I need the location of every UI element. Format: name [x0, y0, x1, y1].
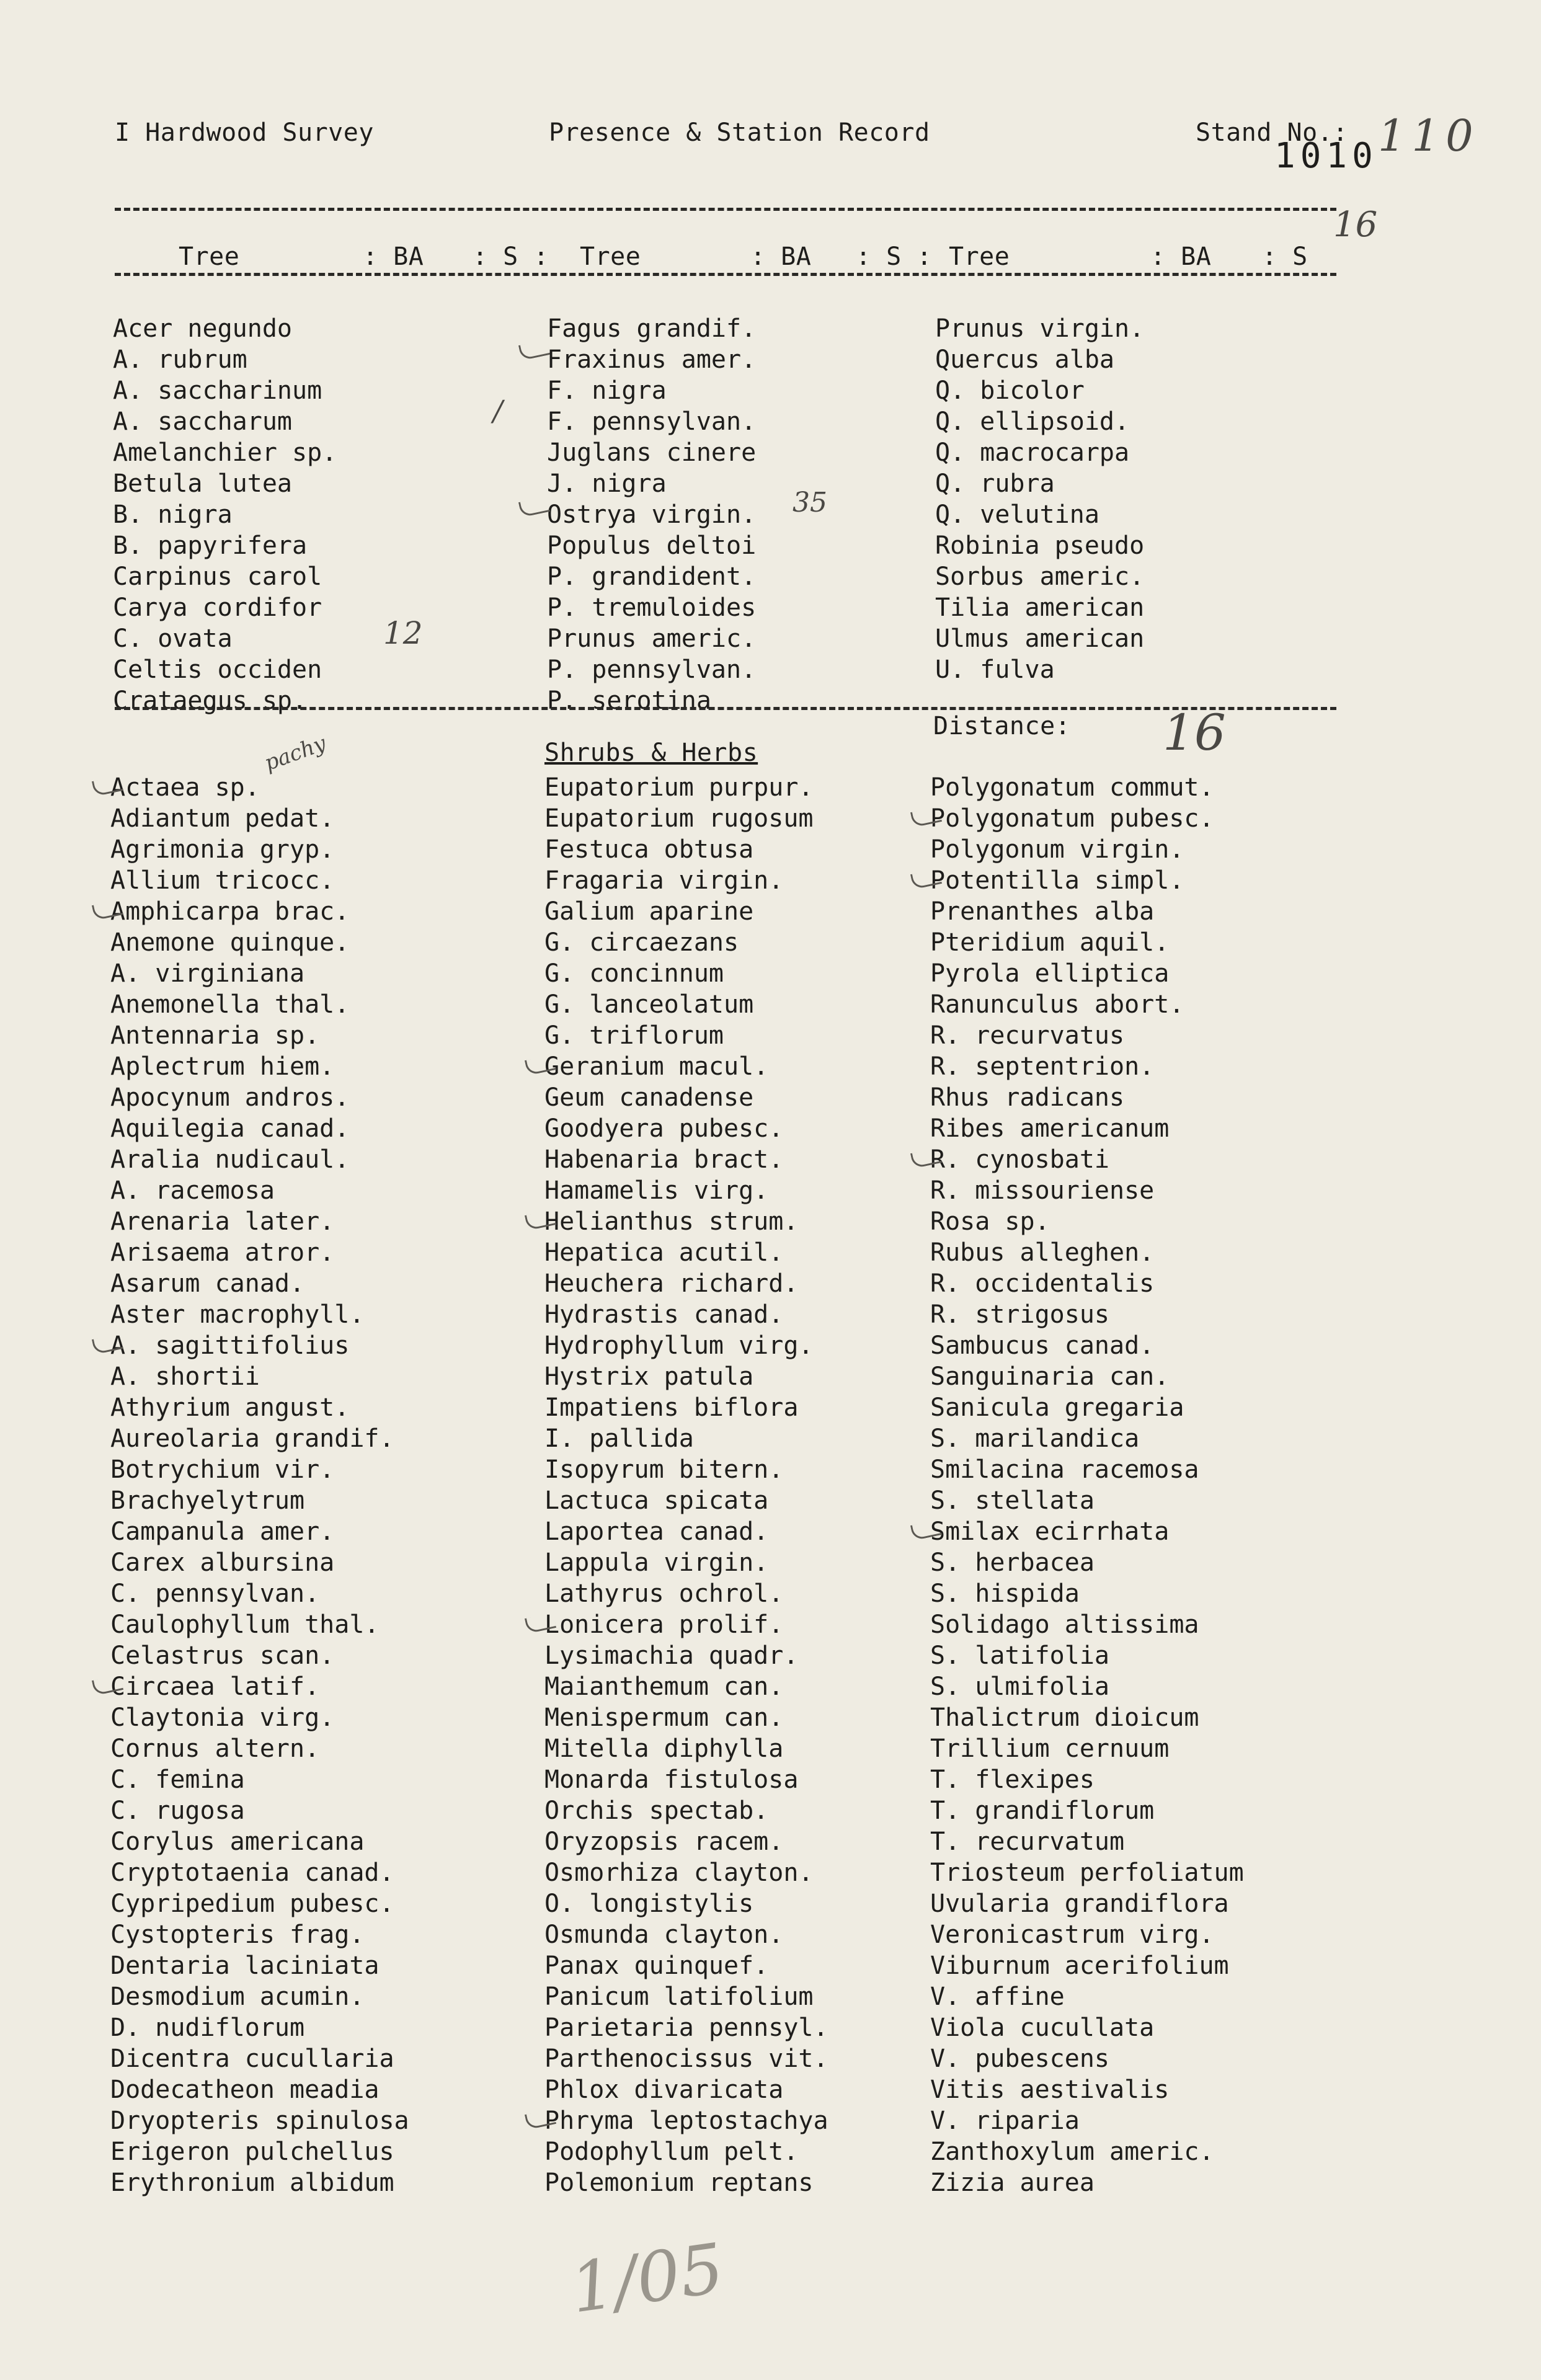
tree-species: Ulmus american — [935, 624, 1145, 653]
herb-species: S. herbacea — [930, 1548, 1095, 1577]
herb-species: Lathyrus ochrol. — [544, 1579, 784, 1608]
herb-species: Apocynum andros. — [110, 1083, 350, 1112]
herb-species: Panicum latifolium — [544, 1983, 814, 2011]
tree-species: Q. ellipsoid. — [935, 407, 1130, 436]
herb-species: Zizia aurea — [930, 2169, 1095, 2197]
herb-species: Mitella diphylla — [544, 1734, 784, 1763]
herb-species: Zanthoxylum americ. — [930, 2138, 1214, 2166]
herb-species: Impatiens biflora — [544, 1393, 799, 1422]
herb-list — [99, 772, 1401, 2223]
stand-label: Stand No.: — [1196, 118, 1348, 147]
herb-species: Anemone quinque. — [110, 928, 350, 957]
herb-species: Lonicera prolif. — [544, 1610, 784, 1639]
herb-species: C. rugosa — [110, 1796, 245, 1825]
tree-col2-s-header: : S : — [856, 242, 932, 271]
herb-species: Eupatorium purpur. — [544, 773, 814, 802]
tree-header-top-rule — [115, 208, 1336, 211]
tree-species: Amelanchier sp. — [113, 438, 337, 467]
tree-col3-s-header: : S — [1262, 242, 1308, 271]
herb-species: Rubus alleghen. — [930, 1238, 1155, 1267]
herb-species: Dodecatheon meadia — [110, 2076, 380, 2104]
herb-species: Fragaria virgin. — [544, 866, 784, 895]
herb-species: G. concinnum — [544, 959, 724, 988]
herb-species: V. affine — [930, 1983, 1065, 2011]
tree-col1-header: Tree — [179, 242, 240, 271]
herb-species: R. septentrion. — [930, 1052, 1155, 1081]
herb-species: T. recurvatum — [930, 1827, 1125, 1856]
herb-species: Osmorhiza clayton. — [544, 1858, 814, 1887]
tree-species: P. pennsylvan. — [547, 655, 757, 684]
herb-species: Helianthus strum. — [544, 1207, 799, 1236]
herb-species: Phryma leptostachya — [544, 2107, 828, 2135]
herb-species: Dentaria laciniata — [110, 1952, 380, 1980]
herb-species: T. flexipes — [930, 1765, 1095, 1794]
herb-species: Ribes americanum — [930, 1114, 1170, 1143]
herb-species: Rosa sp. — [930, 1207, 1050, 1236]
herb-species: Laportea canad. — [544, 1517, 769, 1546]
herb-species: Triosteum perfoliatum — [930, 1858, 1244, 1887]
herb-species: Prenanthes alba — [930, 897, 1155, 926]
tree-species: B. nigra — [113, 500, 233, 529]
ostrya-value: 35 — [793, 487, 827, 518]
herb-species: Desmodium acumin. — [110, 1983, 365, 2011]
tree-species: Carya cordifor — [113, 593, 322, 622]
tree-species: Quercus alba — [935, 345, 1114, 374]
shrubs-herbs-heading: Shrubs & Herbs — [544, 739, 758, 767]
tree-species: Celtis occiden — [113, 655, 322, 684]
herb-species: Cystopteris frag. — [110, 1920, 365, 1949]
herb-species: Botrychium vir. — [110, 1455, 335, 1484]
herb-species: Athyrium angust. — [110, 1393, 350, 1422]
herb-species: Eupatorium rugosum — [544, 804, 814, 833]
tree-species: F. nigra — [547, 376, 667, 405]
tree-species: A. rubrum — [113, 345, 247, 374]
herb-species: Viola cucullata — [930, 2014, 1155, 2042]
tree-column-3 — [935, 313, 1332, 685]
herb-species: Habenaria bract. — [544, 1145, 784, 1174]
herb-species: R. recurvatus — [930, 1021, 1125, 1050]
herb-species: Heuchera richard. — [544, 1269, 799, 1298]
survey-title: I Hardwood Survey — [115, 118, 374, 147]
herb-species: Aster macrophyll. — [110, 1300, 365, 1329]
herb-species: Geum canadense — [544, 1083, 754, 1112]
herb-species: Festuca obtusa — [544, 835, 754, 864]
herb-species: Uvularia grandiflora — [930, 1889, 1229, 1918]
tree-species: F. pennsylvan. — [547, 407, 757, 436]
herb-species: Viburnum acerifolium — [930, 1952, 1229, 1980]
herb-species: Thalictrum dioicum — [930, 1703, 1199, 1732]
herb-column-1 — [110, 772, 532, 2198]
herb-species: Campanula amer. — [110, 1517, 335, 1546]
tree-species: A. saccharinum — [113, 376, 322, 405]
tree-species: Betula lutea — [113, 469, 292, 498]
herb-species: Rhus radicans — [930, 1083, 1125, 1112]
tree-col1-s-header: : S : — [473, 242, 549, 271]
herb-species: V. pubescens — [930, 2045, 1109, 2073]
herb-species: A. virginiana — [110, 959, 305, 988]
tree-species: Juglans cinere — [547, 438, 757, 467]
herb-column-3 — [930, 772, 1352, 2198]
herb-species: Solidago altissima — [930, 1610, 1199, 1639]
herb-species: Polygonatum commut. — [930, 773, 1214, 802]
herb-species: V. riparia — [930, 2107, 1080, 2135]
herb-species: Cornus altern. — [110, 1734, 320, 1763]
tree-col3-ba-header: : BA — [1150, 242, 1212, 271]
tree-species: B. papyrifera — [113, 531, 308, 560]
shrubs-section-rule — [115, 707, 1336, 710]
herb-species: Cypripedium pubesc. — [110, 1889, 394, 1918]
herb-species: Maianthemum can. — [544, 1672, 784, 1701]
tree-species: A. saccharum — [113, 407, 292, 436]
herb-species: Lactuca spicata — [544, 1486, 769, 1515]
herb-species: G. lanceolatum — [544, 990, 754, 1019]
herb-species: G. triflorum — [544, 1021, 724, 1050]
herb-species: Trillium cernuum — [930, 1734, 1170, 1763]
herb-species: Hepatica acutil. — [544, 1238, 784, 1267]
tree-species: Q. velutina — [935, 500, 1099, 529]
herb-species: D. nudiflorum — [110, 2014, 305, 2042]
herb-species: Arenaria later. — [110, 1207, 335, 1236]
herb-species: Oryzopsis racem. — [544, 1827, 784, 1856]
herb-species: Circaea latif. — [110, 1672, 320, 1701]
herb-species: Hystrix patula — [544, 1362, 754, 1391]
herb-species: S. stellata — [930, 1486, 1095, 1515]
herb-species: R. missouriense — [930, 1176, 1155, 1205]
herb-species: Sanicula gregaria — [930, 1393, 1184, 1422]
tree-species: Ostrya virgin. — [547, 500, 757, 529]
tree-species: Carpinus carol — [113, 562, 322, 591]
herb-species: Ranunculus abort. — [930, 990, 1184, 1019]
herb-species: Actaea sp. — [110, 773, 260, 802]
herb-species: Erigeron pulchellus — [110, 2138, 394, 2166]
herb-species: Lappula virgin. — [544, 1548, 769, 1577]
herb-species: A. shortii — [110, 1362, 260, 1391]
herb-species: Antennaria sp. — [110, 1021, 320, 1050]
herb-species: Sambucus canad. — [930, 1331, 1155, 1360]
herb-species: Sanguinaria can. — [930, 1362, 1170, 1391]
herb-species: Hydrophyllum virg. — [544, 1331, 814, 1360]
herb-column-2 — [544, 772, 966, 2198]
herb-species: C. femina — [110, 1765, 245, 1794]
c-ovata-value: 12 — [383, 615, 423, 651]
tree-species: Acer negundo — [113, 314, 292, 343]
herb-species: Agrimonia gryp. — [110, 835, 335, 864]
herb-species: Allium tricocc. — [110, 866, 335, 895]
herb-species: Hamamelis virg. — [544, 1176, 769, 1205]
herb-species: Brachyelytrum — [110, 1486, 305, 1515]
tree-species: J. nigra — [547, 469, 667, 498]
tree-species: Prunus virgin. — [935, 314, 1145, 343]
herb-species: A. sagittifolius — [110, 1331, 350, 1360]
herb-species: Dicentra cucullaria — [110, 2045, 394, 2073]
tree-species: P. grandident. — [547, 562, 757, 591]
herb-species: Geranium macul. — [544, 1052, 769, 1081]
herb-species: Asarum canad. — [110, 1269, 305, 1298]
herb-species: R. cynosbati — [930, 1145, 1109, 1174]
herb-species: Lysimachia quadr. — [544, 1641, 799, 1670]
herb-species: Isopyrum bitern. — [544, 1455, 784, 1484]
herb-species: Arisaema atror. — [110, 1238, 335, 1267]
herb-species: R. strigosus — [930, 1300, 1109, 1329]
actaea-note: pachy — [261, 730, 329, 776]
herb-species: S. marilandica — [930, 1424, 1140, 1453]
herb-species: Orchis spectab. — [544, 1796, 769, 1825]
herb-species: Goodyera pubesc. — [544, 1114, 784, 1143]
f-pennsylvan-mark: / — [493, 394, 503, 427]
herb-species: Parietaria pennsyl. — [544, 2014, 828, 2042]
herb-species: Pyrola elliptica — [930, 959, 1170, 988]
herb-species: Smilacina racemosa — [930, 1455, 1199, 1484]
herb-species: Panax quinquef. — [544, 1952, 769, 1980]
herb-species: Menispermum can. — [544, 1703, 784, 1732]
herb-species: Parthenocissus vit. — [544, 2045, 828, 2073]
tree-species: C. ovata — [113, 624, 233, 653]
herb-species: G. circaezans — [544, 928, 739, 957]
herb-species: C. pennsylvan. — [110, 1579, 320, 1608]
tree-species: P. tremuloides — [547, 593, 757, 622]
herb-species: Polemonium reptans — [544, 2169, 814, 2197]
herb-species: Smilax ecirrhata — [930, 1517, 1170, 1546]
herb-species: Cryptotaenia canad. — [110, 1858, 394, 1887]
stand-number-typed: 1010 — [1274, 136, 1378, 176]
herb-species: T. grandiflorum — [930, 1796, 1155, 1825]
tree-species: U. fulva — [935, 655, 1055, 684]
herb-species: Anemonella thal. — [110, 990, 350, 1019]
tree-species: Fagus grandif. — [547, 314, 757, 343]
herb-species: Osmunda clayton. — [544, 1920, 784, 1949]
footer-handwritten-note: 1/05 — [566, 2228, 729, 2329]
herb-species: Galium aparine — [544, 897, 754, 926]
tree-species: Robinia pseudo — [935, 531, 1145, 560]
tree-species: Prunus americ. — [547, 624, 757, 653]
herb-species: Aralia nudicaul. — [110, 1145, 350, 1174]
herb-species: Aquilegia canad. — [110, 1114, 350, 1143]
tree-species: Q. rubra — [935, 469, 1055, 498]
stand-number-handwritten: 110 — [1378, 110, 1480, 161]
herb-species: Phlox divaricata — [544, 2076, 784, 2104]
tree-col1-ba-header: : BA — [363, 242, 424, 271]
tree-species: Q. bicolor — [935, 376, 1085, 405]
herb-species: Veronicastrum virg. — [930, 1920, 1214, 1949]
herb-species: Polygonum virgin. — [930, 835, 1184, 864]
tree-species: Q. macrocarpa — [935, 438, 1130, 467]
herb-species: S. hispida — [930, 1579, 1080, 1608]
herb-species: O. longistylis — [544, 1889, 754, 1918]
herb-species: Aplectrum hiem. — [110, 1052, 335, 1081]
herb-species: Caulophyllum thal. — [110, 1610, 380, 1639]
distance-label: Distance: — [933, 712, 1071, 740]
tree-species: P. serotina — [547, 686, 711, 715]
herb-species: Carex albursina — [110, 1548, 335, 1577]
herb-species: Monarda fistulosa — [544, 1765, 799, 1794]
tree-species: Populus deltoi — [547, 531, 757, 560]
stand-number-handwritten-right: 16 — [1333, 205, 1378, 245]
herb-species: Celastrus scan. — [110, 1641, 335, 1670]
herb-species: Podophyllum pelt. — [544, 2138, 799, 2166]
herb-species: Erythronium albidum — [110, 2169, 394, 2197]
herb-species: Potentilla simpl. — [930, 866, 1184, 895]
herb-species: I. pallida — [544, 1424, 694, 1453]
herb-species: S. latifolia — [930, 1641, 1109, 1670]
herb-species: Hydrastis canad. — [544, 1300, 784, 1329]
tree-species: Sorbus americ. — [935, 562, 1145, 591]
distance-value: 16 — [1163, 704, 1226, 762]
herb-species: Aureolaria grandif. — [110, 1424, 394, 1453]
herb-species: Dryopteris spinulosa — [110, 2107, 409, 2135]
herb-species: Claytonia virg. — [110, 1703, 335, 1732]
herb-species: Polygonatum pubesc. — [930, 804, 1214, 833]
tree-species: Fraxinus amer. — [547, 345, 757, 374]
tree-column-1 — [113, 313, 510, 716]
herb-species: Pteridium aquil. — [930, 928, 1170, 957]
record-title: Presence & Station Record — [549, 118, 930, 147]
tree-species: Crataegus sp. — [113, 686, 308, 715]
herb-species: Vitis aestivalis — [930, 2076, 1170, 2104]
herb-species: Adiantum pedat. — [110, 804, 335, 833]
tree-header-bottom-rule — [115, 273, 1336, 276]
tree-col2-header: Tree — [580, 242, 641, 271]
tree-col2-ba-header: : BA — [750, 242, 812, 271]
herb-species: R. occidentalis — [930, 1269, 1155, 1298]
herb-species: Corylus americana — [110, 1827, 365, 1856]
herb-species: A. racemosa — [110, 1176, 275, 1205]
herb-species: S. ulmifolia — [930, 1672, 1109, 1701]
tree-col3-header: Tree — [949, 242, 1010, 271]
herb-species: Amphicarpa brac. — [110, 897, 350, 926]
tree-species: Tilia american — [935, 593, 1145, 622]
tree-column-2 — [547, 313, 944, 716]
